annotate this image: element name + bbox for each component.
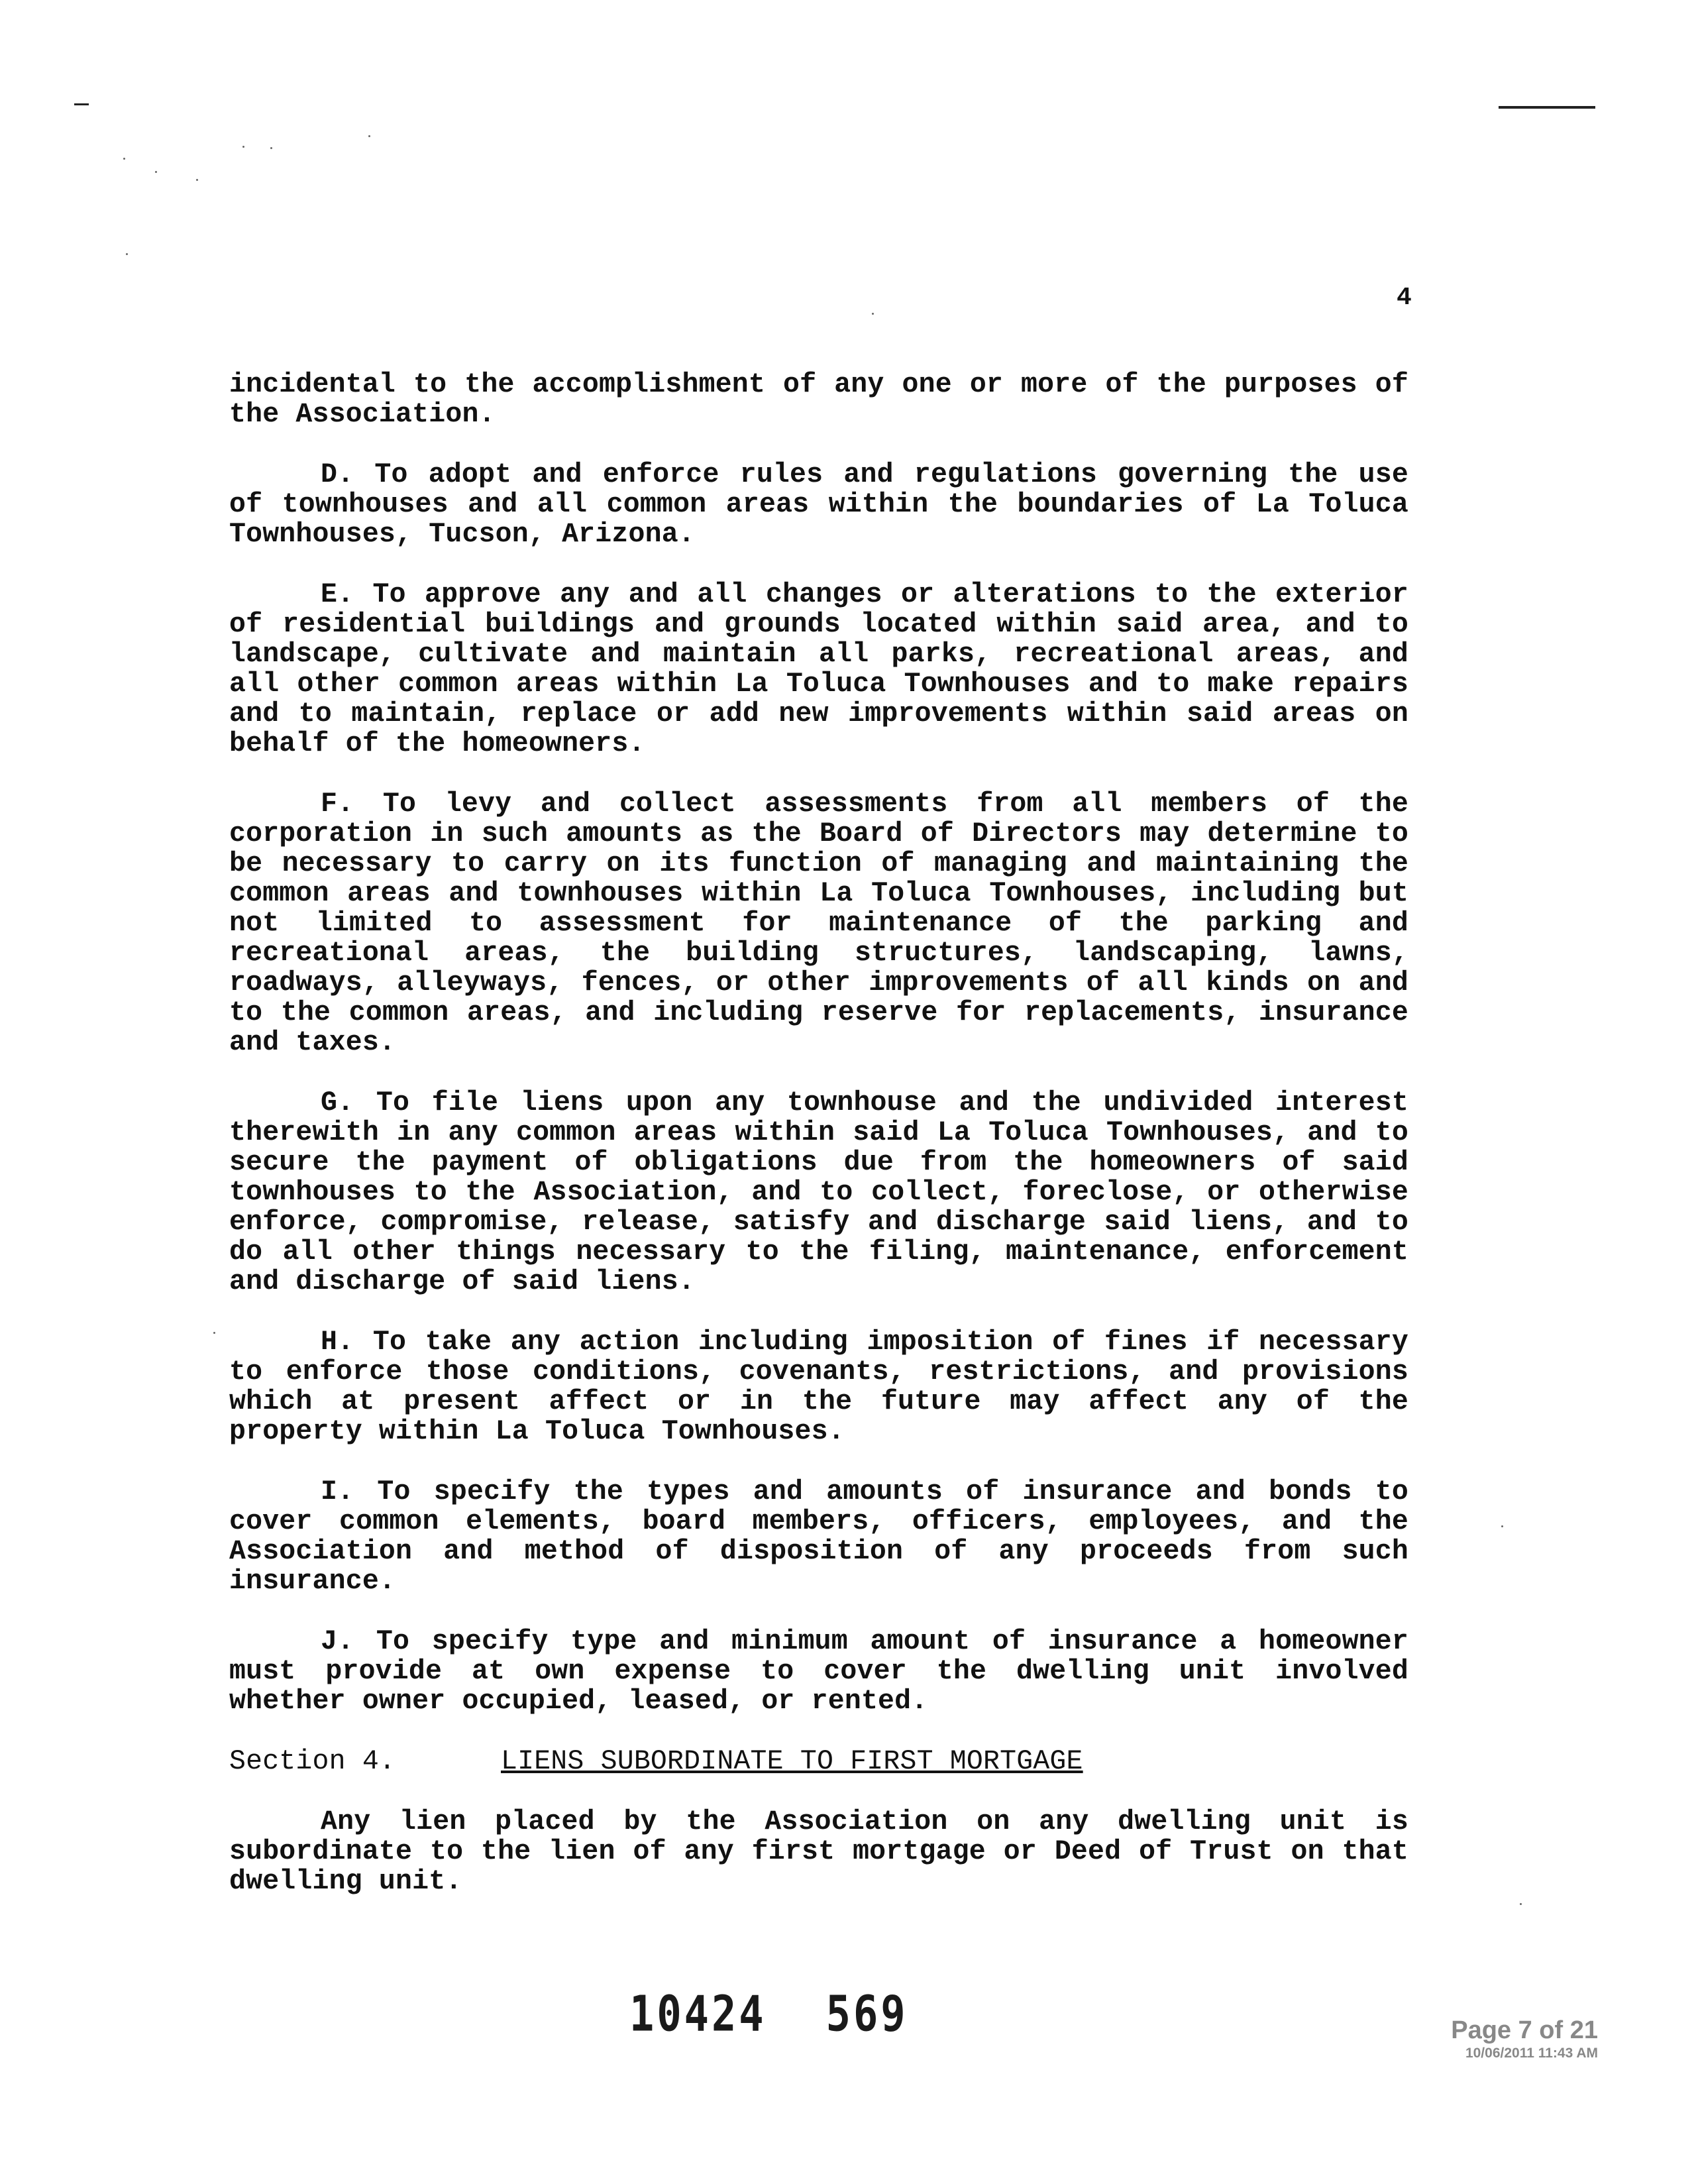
footer-timestamp: 10/06/2011 11:43 AM: [1465, 2046, 1598, 2061]
page-number: 4: [1397, 284, 1412, 312]
paragraph-j: J. To specify type and minimum amount of insurance a homeowner must provide at own expense to cover the dwelling unit involved whether owner occupied, leased, or rented.: [229, 1626, 1408, 1717]
paragraph-i: I. To specify the types and amounts of insurance and bonds to cover common elements, board members, officers, employees, and the Association and method of disposition of any proceeds from such insurance.: [229, 1476, 1408, 1597]
scan-speck: [1520, 1903, 1522, 1905]
paragraph-e: E. To approve any and all changes or alterations to the exterior of residential buildings and grounds located within said area, and to landscape, cultivate and maintain all parks, recreational areas, and all other common areas within La Toluca Townhouses and to make repairs and to maintain, replace or add new improvements within said areas on behalf of the homeowners.: [229, 579, 1408, 759]
scan-speck: [196, 179, 198, 181]
recording-book-number: 10424: [629, 1985, 767, 2043]
paragraph-f: F. To levy and collect assessments from all members of the corporation in such amounts as the Board of Directors may determine to be necessary to carry on its function of managing and maintaining the common areas and townhouses within La Toluca Townhouses, including but not limited to assessment for maintenance of the parking and recreational areas, the building structures, landscaping, lawns, roadways, alleyways, fences, or other improvements of all kinds on and to the common areas, and including reserve for replacements, insurance and taxes.: [229, 789, 1408, 1058]
paragraph-h: H. To take any action including imposition of fines if necessary to enforce those conditions, covenants, restrictions, and provisions which at present affect or in the future may affect any of the property within La Toluca Townhouses.: [229, 1327, 1408, 1447]
recording-page-number: 569: [825, 1985, 908, 2043]
scan-mark-right: [1499, 106, 1595, 109]
intro-paragraph: incidental to the accomplishment of any one or more of the purposes of the Association.: [229, 369, 1408, 430]
scan-speck: [155, 171, 157, 173]
section-heading: [229, 1747, 1408, 1776]
scan-speck: [1501, 1525, 1503, 1527]
footer-page-count: Page 7 of 21: [1451, 2016, 1598, 2044]
scan-mark-left: [74, 103, 89, 105]
scan-speck: [123, 158, 125, 160]
footer-page-info: [1451, 2016, 1598, 2062]
section-label: Section 4.: [229, 1746, 396, 1777]
paragraph-g: G. To file liens upon any townhouse and the undivided interest therewith in any common areas within said La Toluca Townhouses, and to secure the payment of obligations due from the homeowners of said townhouses to the Association, and to collect, foreclose, or otherwise enforce, compromise, release, satisfy and discharge said liens, and to do all other things necessary to the filing, maintenance, enforcement and discharge of said liens.: [229, 1087, 1408, 1297]
scan-speck: [242, 146, 244, 148]
section-title: LIENS SUBORDINATE TO FIRST MORTGAGE: [501, 1746, 1083, 1777]
scan-speck: [213, 1332, 215, 1334]
recording-stamp: [629, 1985, 908, 2043]
paragraph-d: D. To adopt and enforce rules and regulations governing the use of townhouses and all common areas within the boundaries of La Toluca Townhouses, Tucson, Arizona.: [229, 459, 1408, 550]
scan-speck: [126, 253, 128, 255]
scan-speck: [872, 313, 874, 315]
scan-speck: [368, 135, 370, 137]
section-paragraph: Any lien placed by the Association on any dwelling unit is subordinate to the lien of any first mortgage or Deed of Trust on that dwelling unit.: [229, 1806, 1408, 1897]
document-body: [229, 370, 1408, 1927]
scan-speck: [270, 147, 272, 149]
